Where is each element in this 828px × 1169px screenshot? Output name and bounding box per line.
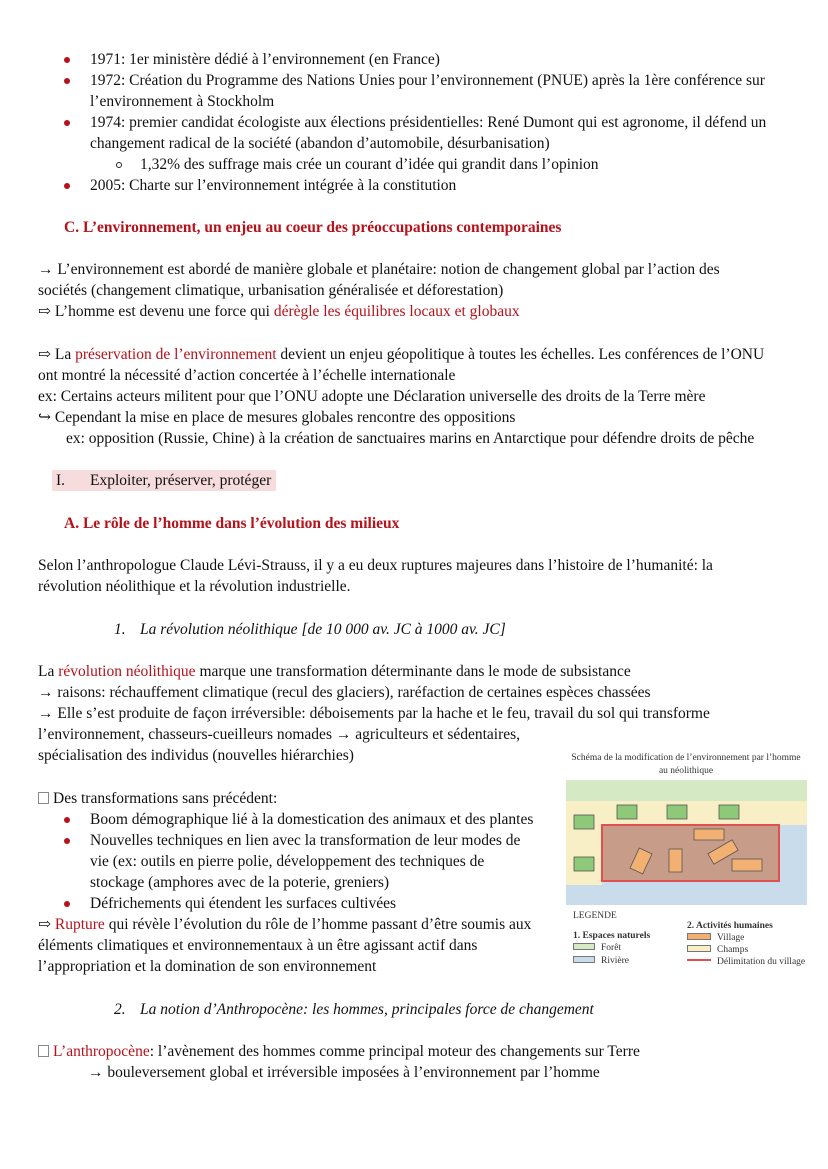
- neo-highlight: révolution néolithique: [58, 663, 196, 680]
- para1-line1: → L’environnement est abordé de manière globale et planétaire: notion de changement global par l’action des: [38, 261, 720, 278]
- field-4: [574, 815, 594, 829]
- bullet-2005: [64, 183, 70, 189]
- bullet-transfo-3: [64, 901, 70, 907]
- neo-line4: l’environnement, chasseurs-cueilleurs nomades → agriculteurs et sédentaires,: [38, 726, 521, 743]
- section-heading-i: [52, 470, 276, 491]
- bullet-1974: [64, 120, 70, 126]
- para2-highlight: préservation de l’environnement: [75, 346, 277, 363]
- neo-text-a: La: [38, 663, 59, 680]
- bullet-1972: [64, 78, 70, 84]
- anthro-line1: [38, 1041, 640, 1062]
- neo-line5: spécialisation des individus (nouvelles hiérarchies): [38, 747, 354, 764]
- para2-text: devient un enjeu géopolitique à toutes les échelles. Les conférences de l’ONU: [276, 346, 765, 363]
- transfo-item-3: Défrichements qui étendent les surfaces cultivées: [90, 895, 397, 912]
- para1-line3: [38, 301, 520, 322]
- field-3: [719, 805, 739, 819]
- house-1: [694, 829, 724, 840]
- foret-zone: [566, 780, 807, 801]
- field-5: [574, 857, 594, 871]
- legend-natural-title-text: 1. Espaces naturels: [573, 931, 651, 941]
- legend-champs-label: Champs: [717, 945, 749, 955]
- transfo-item-2: Nouvelles techniques en lien avec la transformation de leur modes de: [90, 832, 521, 849]
- para2-arrow: ⇨ La: [38, 346, 76, 363]
- field-1: [617, 805, 637, 819]
- list-item-2005: 2005: Charte sur l’environnement intégrée à la constitution: [90, 177, 457, 194]
- legend-human-title: [687, 920, 773, 932]
- field-2: [667, 805, 687, 819]
- list-item-1974: 1974: premier candidat écologiste aux élections présidentielles: René Dumont qui est agronome, il défend un: [90, 114, 767, 131]
- para2-line3: ex: Certains acteurs militent pour que l’ONU adopte une Déclaration universelle des droits de la Terre mère: [38, 388, 706, 405]
- bullet-transfo-2: [64, 838, 70, 844]
- rupture-line3: l’appropriation et la domination de son environnement: [38, 958, 377, 975]
- swatch-delimitation: [687, 959, 711, 961]
- legend-champs: [687, 944, 748, 956]
- neo-text-c: marque une transformation déterminante dans le mode de subsistance: [195, 663, 631, 680]
- heading-c: C. L’environnement, un enjeu au coeur des préoccupations contemporaines: [64, 219, 562, 236]
- sub-bullet: [116, 162, 122, 168]
- heading-a: A. Le rôle de l’homme dans l’évolution des milieux: [64, 515, 400, 532]
- para2-line4: ↪ Cependant la mise en place de mesures globales rencontre des oppositions: [38, 409, 516, 426]
- rupture-arrow: ⇨: [38, 916, 55, 933]
- anthro-highlight: L’anthropocène: [53, 1043, 150, 1060]
- transfo-item-2-cont1: vie (ex: outils en pierre polie, développement des techniques de: [90, 853, 485, 870]
- checkbox-icon: [38, 1045, 49, 1057]
- sand-zone-left: [566, 825, 602, 885]
- para2-line1: [38, 344, 764, 365]
- swatch-foret: [573, 943, 595, 950]
- house-3: [669, 849, 682, 872]
- transfo-heading-text: Des transformations sans précédent:: [53, 790, 278, 807]
- rupture-line2: éléments climatiques et environnementaux à un être agissant actif dans: [38, 937, 478, 954]
- subheading-2-title: La notion d’Anthropocène: les hommes, principales force de changement: [140, 1001, 594, 1018]
- legend-title: LEGENDE: [573, 911, 617, 921]
- legend-delimitation-label: Délimitation du village: [717, 957, 806, 967]
- legend-riviere: [573, 955, 629, 967]
- list-item-1972: 1972: Création du Programme des Nations Unies pour l’environnement (PNUE) après la 1ère conférence sur: [90, 72, 765, 89]
- swatch-champs: [687, 945, 711, 952]
- intro-line1: Selon l’anthropologue Claude Lévi-Strauss, il y a eu deux ruptures majeures dans l’histoire de l’humanité: la: [38, 557, 713, 574]
- anthro-line2: → bouleversement global et irréversible imposées à l’environnement par l’homme: [88, 1064, 600, 1081]
- swatch-riviere: [573, 956, 595, 963]
- para2-line5: ex: opposition (Russie, Chine) à la création de sanctuaires marins en Antarctique pour défendre droits de pêche: [66, 430, 755, 447]
- subheading-1: [114, 619, 506, 640]
- neo-line1: [38, 661, 631, 682]
- bullet-1971: [64, 57, 70, 63]
- subheading-2: [114, 999, 594, 1020]
- subheading-1-number: 1.: [114, 621, 126, 638]
- transfo-item-1: Boom démographique lié à la domestication des animaux et des plantes: [90, 811, 534, 828]
- legend-natural-title: [573, 930, 650, 942]
- neo-line3: → Elle s’est produite de façon irréversible: déboisements par la hache et le feu, travail du sol qui transforme: [38, 705, 710, 722]
- legend-village: [687, 932, 744, 944]
- swatch-village: [687, 933, 711, 940]
- village-boundary: [602, 825, 779, 881]
- schema-title-line2: au néolithique: [658, 766, 714, 776]
- sub-list-item: 1,32% des suffrage mais crée un courant d’idée qui grandit dans l’opinion: [140, 156, 599, 173]
- schema-title-line1: Schéma de la modification de l’environnement par l’homme: [571, 753, 801, 763]
- subheading-2-number: 2.: [114, 1001, 126, 1018]
- section-number: I.: [56, 472, 66, 489]
- rupture-line1: [38, 914, 531, 935]
- legend-foret: [573, 942, 621, 954]
- transfo-heading: [38, 788, 277, 809]
- checkbox-icon: [38, 792, 49, 804]
- legend-foret-label: Forêt: [601, 943, 622, 953]
- subheading-1-title: La révolution néolithique [de 10 000 av. JC à 1000 av. JC]: [140, 621, 506, 638]
- list-item-1974-cont: changement radical de la société (abandon d’automobile, désurbanisation): [90, 135, 550, 152]
- para1-highlight: dérègle les équilibres locaux et globaux: [273, 303, 520, 320]
- rupture-text: qui révèle l’évolution du rôle de l’homme passant d’être soumis aux: [104, 916, 532, 933]
- bullet-transfo-1: [64, 817, 70, 823]
- schema-diagram: [566, 780, 807, 905]
- para1-text: ⇨ L’homme est devenu une force qui: [38, 303, 274, 320]
- list-item-1971: 1971: 1er ministère dédié à l’environnement (en France): [90, 51, 440, 68]
- intro-line2: révolution néolithique et la révolution industrielle.: [38, 578, 351, 595]
- legend-human-title-text: 2. Activités humaines: [687, 921, 773, 931]
- transfo-item-2-cont2: stockage (amphores avec de la poterie, greniers): [90, 874, 390, 891]
- schema-title: [566, 752, 806, 778]
- legend-riviere-label: Rivière: [601, 956, 629, 966]
- para2-line2: ont montré la nécessité d’action concertée à l’échelle internationale: [38, 367, 456, 384]
- legend-village-label: Village: [717, 933, 745, 943]
- rupture-highlight: Rupture: [54, 916, 105, 933]
- neo-line2: → raisons: réchauffement climatique (recul des glaciers), raréfaction de certaines espèces chassées: [38, 684, 651, 701]
- para1-line2: sociétés (changement climatique, urbanisation généralisée et déforestation): [38, 282, 504, 299]
- anthro-text: : l’avènement des hommes comme principal moteur des changements sur Terre: [149, 1043, 640, 1060]
- house-5: [732, 859, 762, 871]
- legend-delimitation: [687, 956, 805, 968]
- list-item-1972-cont: l’environnement à Stockholm: [90, 93, 275, 110]
- section-title: Exploiter, préserver, protéger: [90, 472, 272, 489]
